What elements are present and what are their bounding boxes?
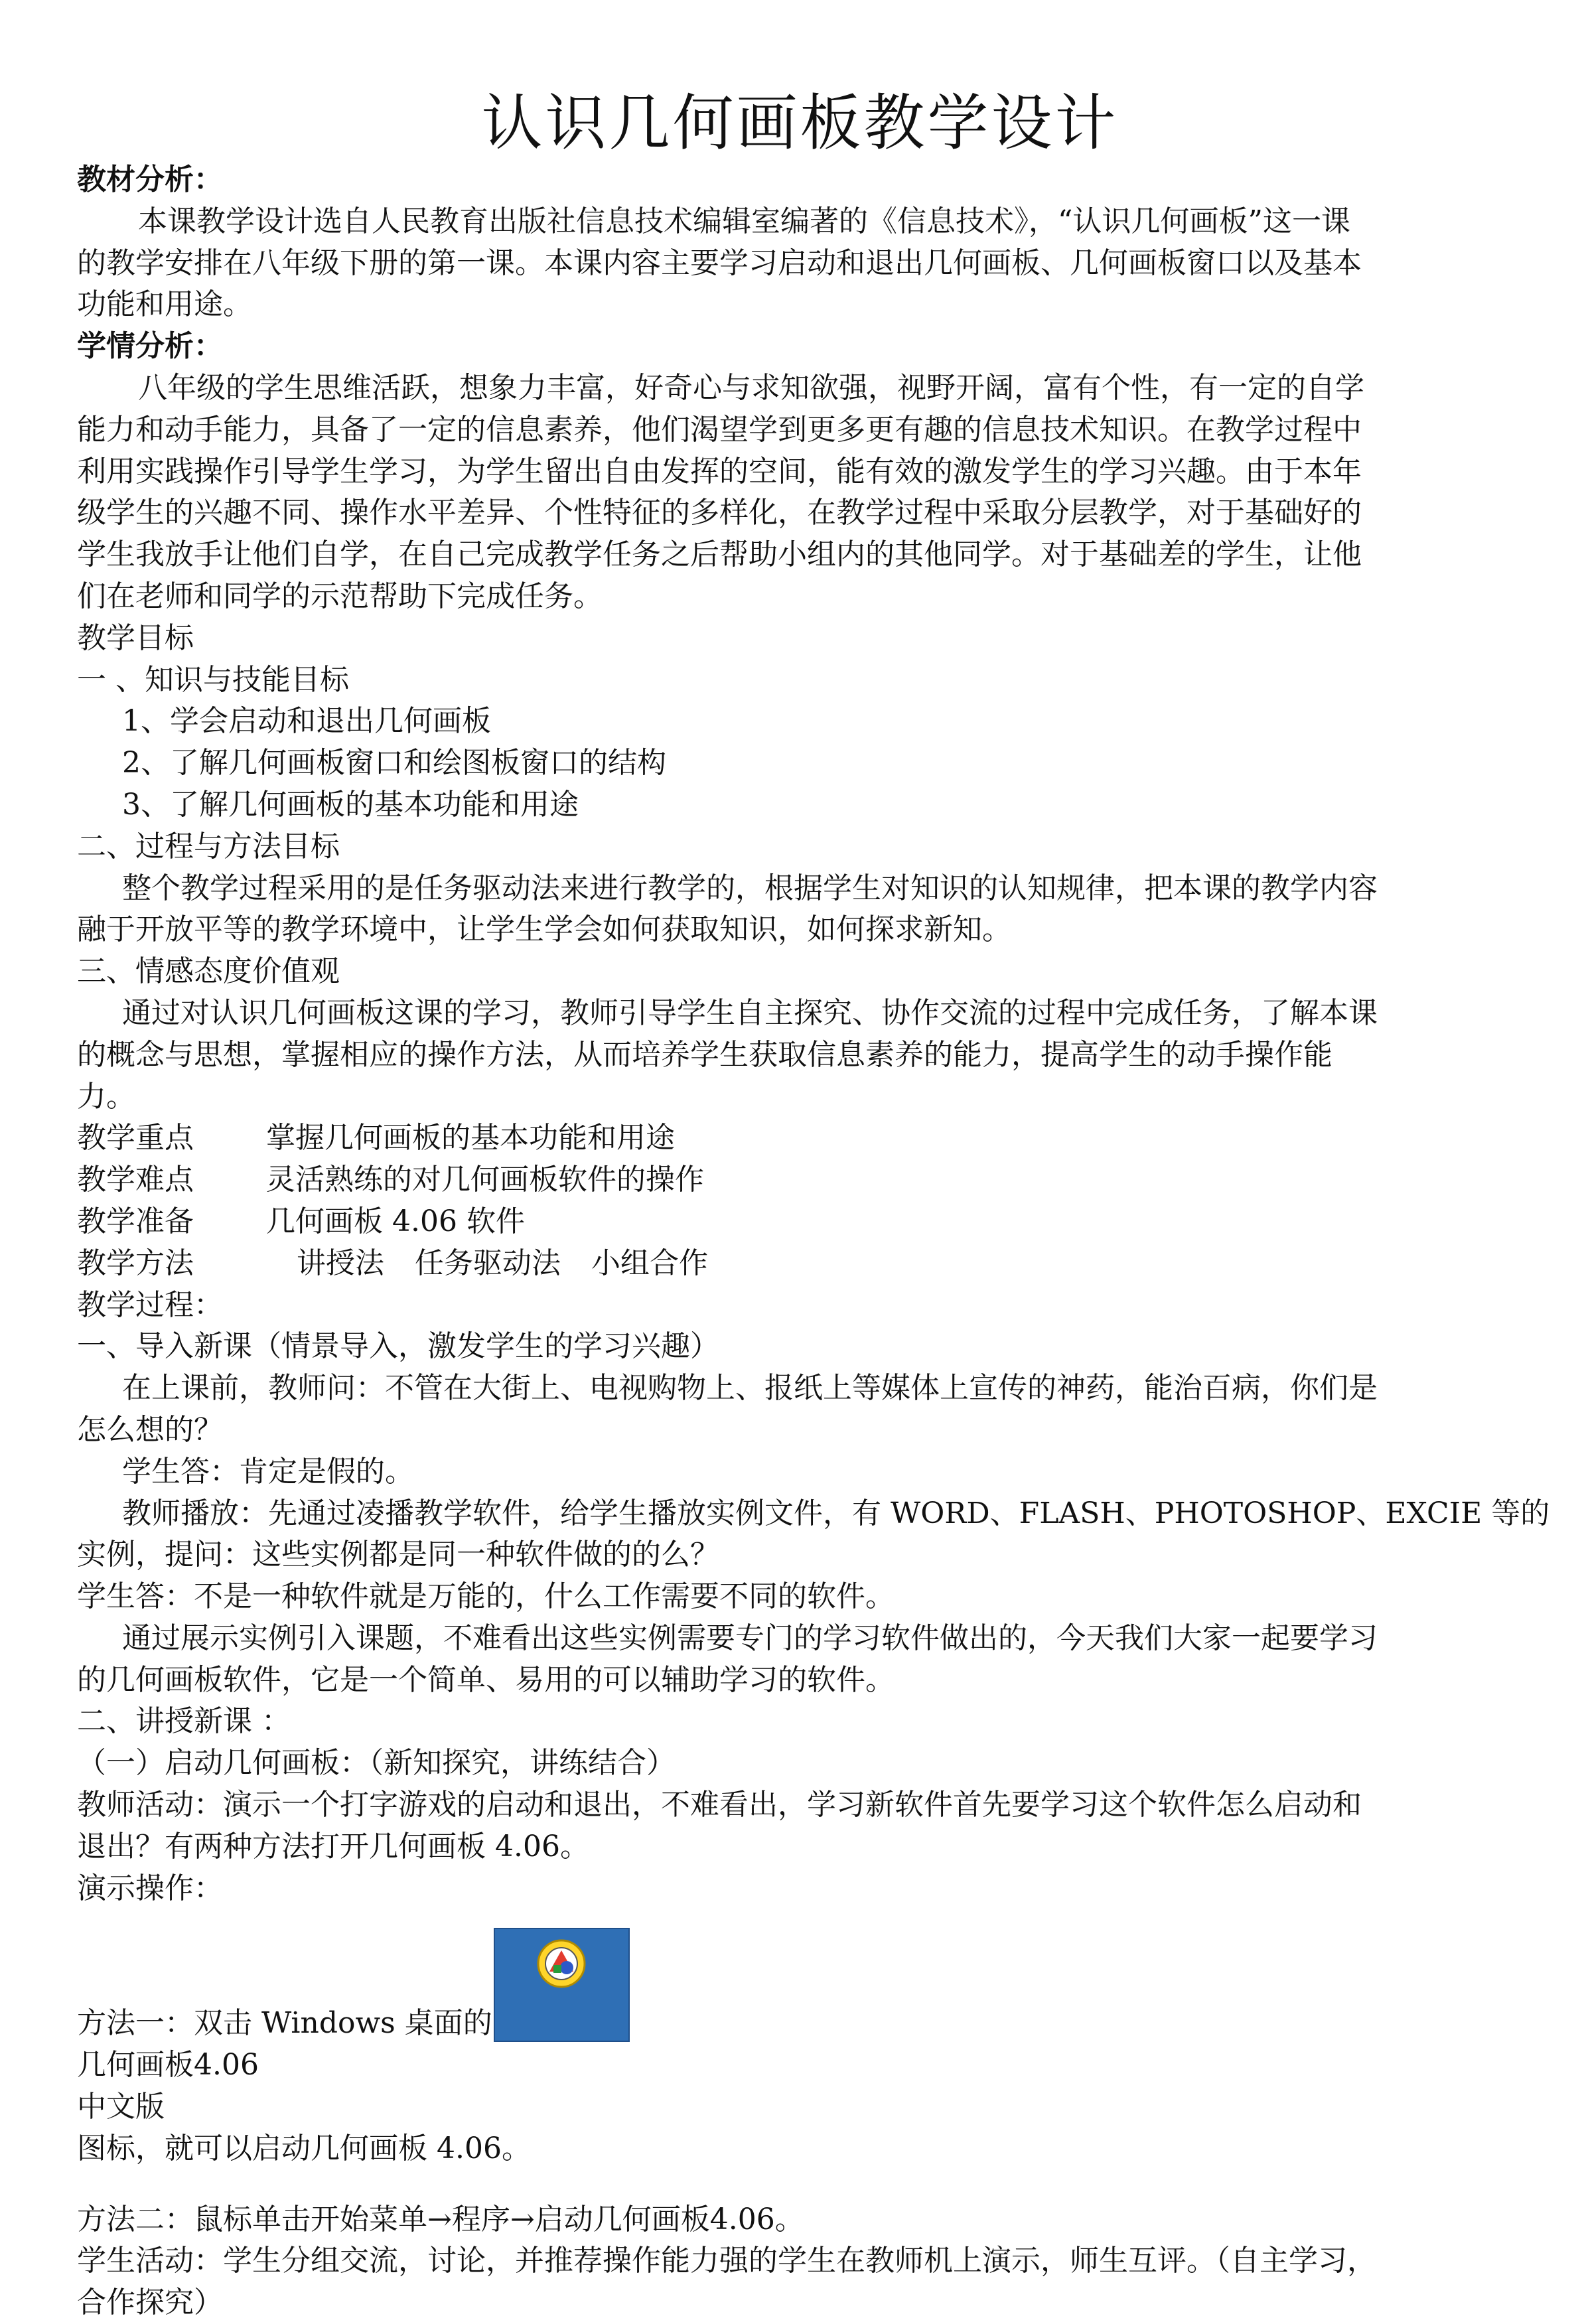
text-line: 退出？有两种方法打开几何画板 4.06。 (77, 1829, 589, 1863)
text-line: 功能和用途。 (77, 287, 252, 322)
heading-goal-values: 三、情感态度价值观 (77, 954, 340, 989)
gsp-icon-wrap (492, 1992, 632, 2033)
teaching-prep-label: 教学准备 (77, 1204, 194, 1238)
method-two-line: 方法二：鼠标单击开始菜单→程序→启动几何画板4.06。 (77, 2202, 804, 2236)
method-one-text-after: 图标，就可以启动几何画板 4.06。 (77, 2131, 531, 2165)
text-line: 的概念与思想，掌握相应的操作方法，从而培养学生获取信息素养的能力，提高学生的动手操作能 (77, 1037, 1332, 1072)
gsp-icon-sublabel: 中文版 (77, 2090, 165, 2124)
teaching-key-value: 掌握几何画板的基本功能和用途 (266, 1121, 675, 1155)
method-item: 讲授法 (297, 1246, 384, 1280)
text-line: 教师播放：先通过凌播教学软件，给学生播放实例文件，有 WORD、FLASH、PHOTOSHOP、EXCIE 等的 (122, 1496, 1550, 1530)
heading-goal-process: 二、过程与方法目标 (77, 829, 340, 863)
text-line: 实例，提问：这些实例都是同一种软件做的的么？ (77, 1538, 719, 1572)
goal-item: 3、了解几何画板的基本功能和用途 (122, 787, 579, 822)
teaching-difficulty-row (77, 1159, 1510, 1201)
goal-item: 1、学会启动和退出几何画板 (122, 704, 491, 739)
text-line: 合作探究） (77, 2286, 223, 2320)
heading-step-new: 二、讲授新课 ： (77, 1704, 291, 1739)
teaching-difficulty-label: 教学难点 (77, 1163, 194, 1197)
text-line: 八年级的学生思维活跃，想象力丰富，好奇心与求知欲强，视野开阔，富有个性，有一定的自学 (138, 370, 1364, 405)
spacer (77, 1909, 1510, 1992)
text-line: 力。 (77, 1079, 135, 1114)
text-line: 通过展示实例引入课题，不难看出这些实例需要专门的学习软件做出的，今天我们大家一起要学习 (122, 1621, 1378, 1655)
text-line: 的教学安排在八年级下册的第一课。本课内容主要学习启动和退出几何画板、几何画板窗口以及基本 (77, 246, 1362, 280)
method-one-text: 方法一：双击 Windows 桌面的 (77, 2006, 492, 2041)
teaching-difficulty-value: 灵活熟练的对几何画板软件的操作 (266, 1163, 704, 1197)
text-line: 们在老师和同学的示范帮助下完成任务。 (77, 579, 603, 613)
text-line: 怎么想的？ (77, 1412, 223, 1447)
teaching-key-row (77, 1118, 1510, 1159)
heading-step-intro: 一、导入新课（情景导入，激发学生的学习兴趣） (77, 1329, 719, 1364)
teaching-prep-value: 几何画板 4.06 软件 (266, 1204, 525, 1238)
heading-students: 学情分析： (77, 329, 223, 364)
text-line: 整个教学过程采用的是任务驱动法来进行教学的，根据学生对知识的认知规律，把本课的教学内容 (122, 871, 1378, 905)
heading-material: 教材分析： (77, 163, 223, 196)
page-title: 认识几何画板教学设计 (481, 88, 1119, 159)
geometry-logo-icon (535, 1937, 588, 1990)
text-line: 本课教学设计选自人民教育出版社信息技术编辑室编著的《信息技术》，“认识几何画板”这一课 (138, 204, 1350, 238)
method-item: 任务驱动法 (415, 1246, 561, 1280)
text-line: 学生我放手让他们自学，在自己完成教学任务之后帮助小组内的其他同学。对于基础差的学生，让他 (77, 538, 1362, 572)
text-line: 学生活动：学生分组交流，讨论，并推荐操作能力强的学生在教师机上演示，师生互评。（自主学习， (77, 2244, 1376, 2278)
text-line: 在上课前，教师问：不管在大街上、电视购物上、报纸上等媒体上宣传的神药，能治百病，你们是 (122, 1371, 1378, 1406)
gsp-icon-label: 几何画板4.06 (77, 2048, 259, 2082)
text-line: 的几何画板软件，它是一个简单、易用的可以辅助学习的软件。 (77, 1662, 895, 1697)
method-item: 小组合作 (591, 1246, 708, 1280)
heading-goal-knowledge: 一 、知识与技能目标 (77, 662, 349, 697)
text-line: 利用实践操作引导学生学习，为学生留出自由发挥的空间，能有效的激发学生的学习兴趣。由于本年 (77, 454, 1362, 488)
heading-step-new-sub: （一）启动几何画板：（新知探究，讲练结合） (77, 1746, 676, 1780)
teaching-method-label: 教学方法 (77, 1246, 194, 1280)
text-line: 融于开放平等的教学环境中，让学生学会如何获取知识，如何探求新知。 (77, 912, 1011, 947)
method-one-line (77, 1992, 1510, 2045)
text-line: 学生答：不是一种软件就是万能的，什么工作需要不同的软件。 (77, 1579, 895, 1614)
document-body (77, 159, 1550, 2324)
text-line: 学生答：肯定是假的。 (122, 1454, 414, 1489)
teaching-method-row (77, 1243, 1510, 1285)
text-line: 级学生的兴趣不同、操作水平差异、个性特征的多样化，在教学过程中采取分层教学，对于基础好的 (77, 496, 1362, 530)
heading-process: 教学过程： (77, 1287, 223, 1322)
gsp-icon[interactable] (494, 1928, 630, 2042)
text-line: 教师活动：演示一个打字游戏的启动和退出，不难看出，学习新软件首先要学习这个软件怎么启动和 (77, 1788, 1362, 1822)
teaching-prep-row (77, 1201, 1510, 1243)
teaching-key-label: 教学重点 (77, 1121, 194, 1155)
heading-goals: 教学目标 (77, 620, 194, 655)
text-line: 演示操作： (77, 1871, 223, 1905)
goal-item: 2、了解几何画板窗口和绘图板窗口的结构 (122, 746, 666, 780)
text-line: 通过对认识几何画板这课的学习，教师引导学生自主探究、协作交流的过程中完成任务，了解本课 (122, 995, 1378, 1030)
text-line: 能力和动手能力，具备了一定的信息素养，他们渴望学到更多更有趣的信息技术知识。在教学过程中 (77, 412, 1362, 447)
